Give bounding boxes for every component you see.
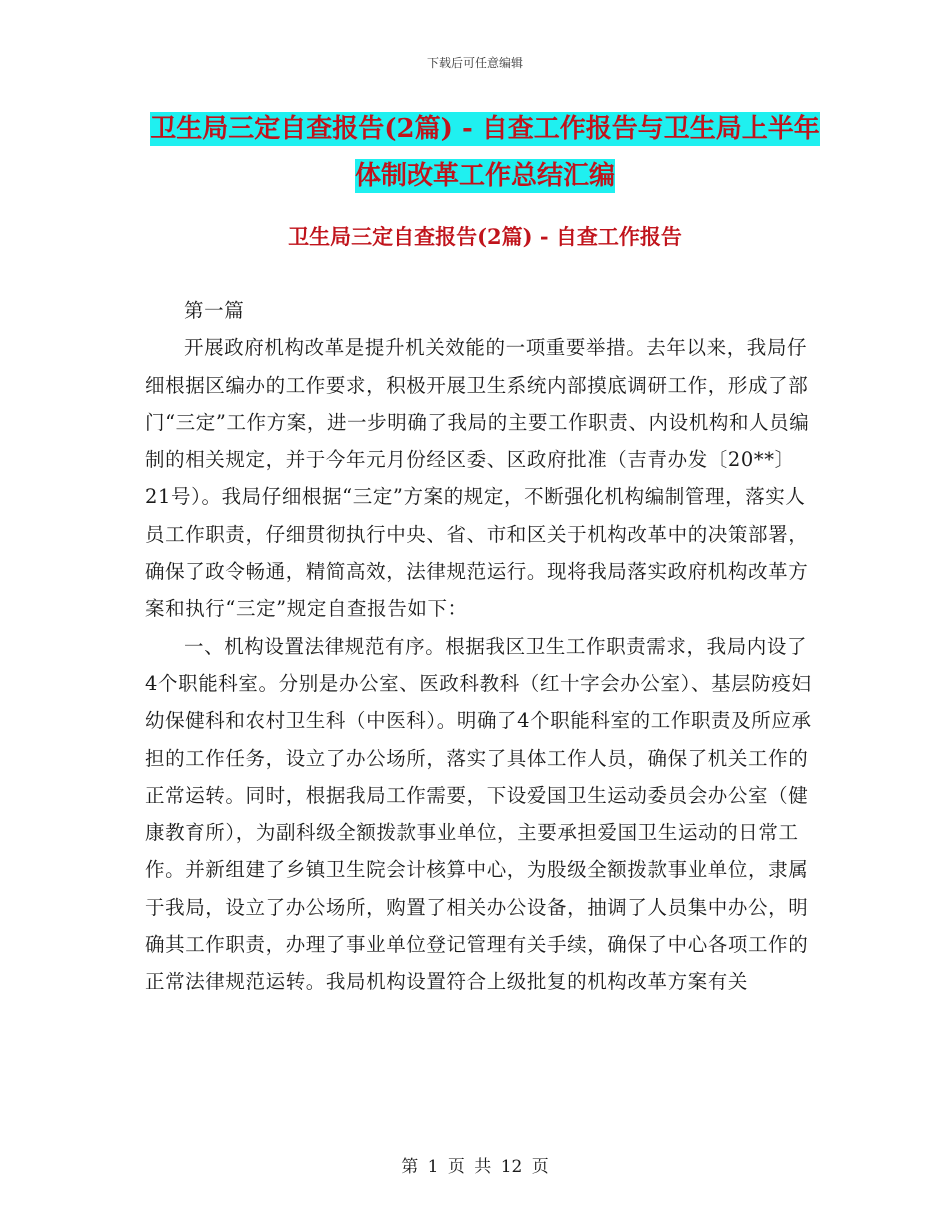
- section-title: 卫生局三定自查报告(2篇) - 自查工作报告: [288, 224, 682, 249]
- section-label: 第一篇: [184, 299, 245, 322]
- header-note: 下载后可任意编辑: [426, 56, 523, 70]
- document-body: [145, 292, 815, 1001]
- page-footer: 第 1 页 共 12 页: [401, 1157, 549, 1177]
- title-highlight: 卫生局三定自查报告(2篇) - 自查工作报告与卫生局上半年体制改革工作总结汇编: [150, 114, 820, 191]
- paragraph-2: 一、机构设置法律规范有序。根据我区卫生工作职责需求，我局内设了4个职能科室。分别是办公室、医政科教科（红十字会办公室）、基层防疫妇幼保健科和农村卫生科（中医科）。明确了4个职能科室的工作职责及所应承担的工作任务，设立了办公场所，落实了具体工作人员，确保了机关工作的正常运转。同时，根据我局工作需要，下设爱国卫生运动委员会办公室（健康教育所），为副科级全额拨款事业单位，主要承担爱国卫生运动的日常工作。并新组建了乡镇卫生院会计核算中心，为股级全额拨款事业单位，隶属于我局，设立了办公场所，购置了相关办公设备，抽调了人员集中办公，明确其工作职责，办理了事业单位登记管理有关手续，确保了中心各项工作的正常法律规范运转。我局机构设置符合上级批复的机构改革方案有关: [145, 634, 812, 994]
- document-title: [145, 106, 825, 200]
- paragraph-1: 开展政府机构改革是提升机关效能的一项重要举措。去年以来，我局仔细根据区编办的工作要求，积极开展卫生系统内部摸底调研工作，形成了部门“三定”工作方案，进一步明确了我局的主要工作职责、内设机构和人员编制的相关规定，并于今年元月份经区委、区政府批准（吉青办发〔20**〕21号）。我局仔细根据“三定”方案的规定，不断强化机构编制管理，落实人员工作职责，仔细贯彻执行中央、省、市和区关于机构改革中的决策部署，确保了政令畅通，精简高效，法律规范运行。现将我局落实政府机构改革方案和执行“三定”规定自查报告如下：: [145, 336, 810, 621]
